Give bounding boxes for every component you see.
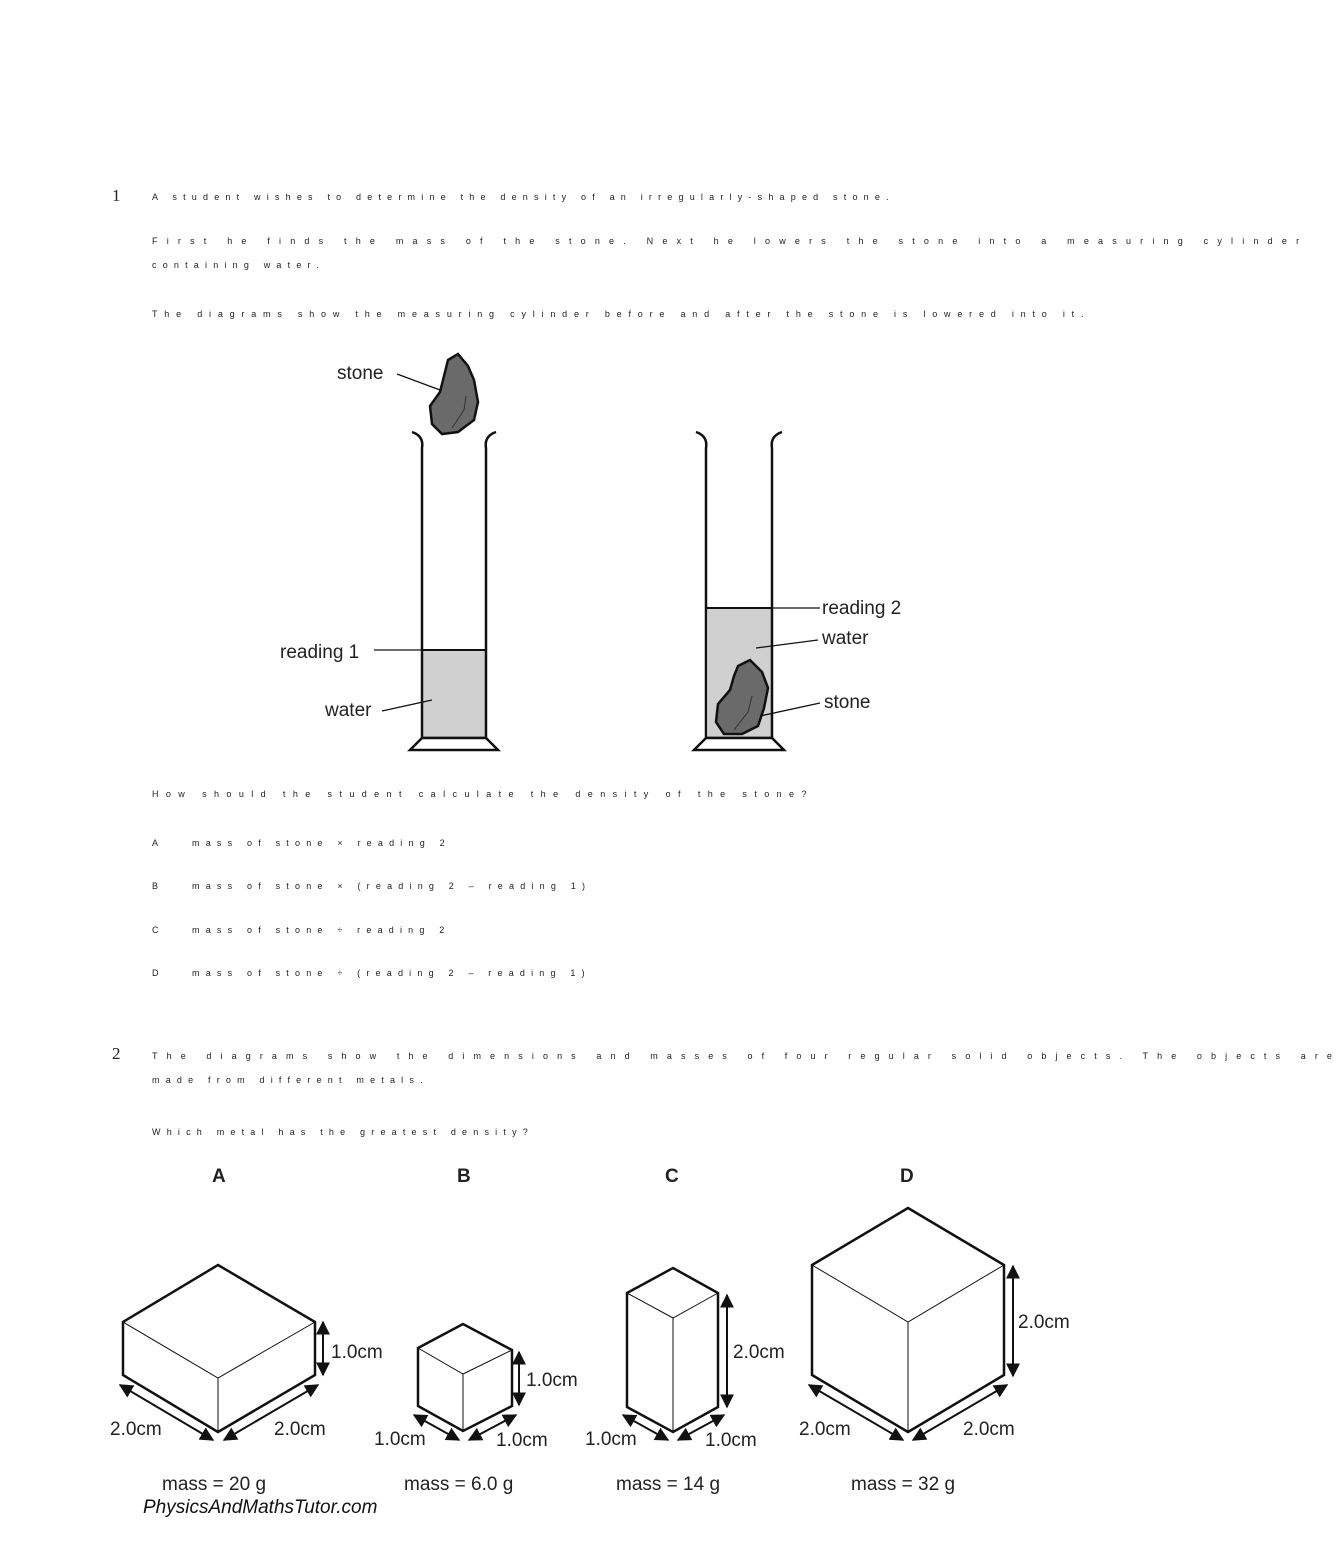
b-mass: mass = 6.0 g — [404, 1474, 514, 1495]
question-1-number: 1 — [112, 186, 121, 205]
object-c-label: C — [665, 1166, 679, 1187]
label-stone-top: stone — [337, 363, 384, 384]
a-mass: mass = 20 g — [162, 1474, 267, 1495]
a-height: 1.0cm — [331, 1342, 383, 1363]
q2-intro-line1: The diagrams show the dimensions and masses of four regular solid objects. The objects are — [152, 1051, 1341, 1061]
option-b-letter: B — [152, 881, 159, 891]
a-left-width: 2.0cm — [110, 1419, 162, 1440]
q1-intro: A student wishes to determine the density of an irregularly-shaped stone. — [152, 192, 895, 202]
option-c-text: mass of stone ÷ reading 2 — [192, 925, 451, 935]
option-d-text: mass of stone ÷ (reading 2 – reading 1) — [192, 968, 591, 978]
option-c-letter: C — [152, 925, 159, 935]
label-reading-1: reading 1 — [280, 642, 360, 663]
object-d-label: D — [900, 1166, 914, 1187]
footer-site-name: PhysicsAndMathsTutor.com — [143, 1497, 378, 1518]
d-mass: mass = 32 g — [851, 1474, 956, 1495]
option-a-text: mass of stone × reading 2 — [192, 838, 451, 848]
d-height: 2.0cm — [1018, 1312, 1070, 1333]
block-a — [120, 1265, 323, 1440]
block-c — [623, 1268, 727, 1440]
object-b-label: B — [457, 1166, 471, 1187]
b-right-width: 1.0cm — [496, 1430, 548, 1451]
q1-para3: The diagrams show the measuring cylinder before and after the stone is lowered into it. — [152, 309, 1091, 319]
option-a-letter: A — [152, 838, 159, 848]
block-b — [414, 1324, 519, 1440]
q1-question: How should the student calculate the density of the stone? — [152, 789, 814, 799]
c-right-width: 1.0cm — [705, 1430, 757, 1451]
q1-para2-line1: First he finds the mass of the stone. Next he lowers the stone into a measuring cylinder — [152, 236, 1309, 246]
b-height: 1.0cm — [526, 1370, 578, 1391]
question-2-number: 2 — [112, 1044, 121, 1063]
label-reading-2: reading 2 — [822, 598, 902, 619]
c-mass: mass = 14 g — [616, 1474, 721, 1495]
q2-question: Which metal has the greatest density? — [152, 1127, 534, 1137]
c-left-width: 1.0cm — [585, 1429, 637, 1450]
b-left-width: 1.0cm — [374, 1429, 426, 1450]
label-water-right: water — [822, 628, 869, 649]
d-left-width: 2.0cm — [799, 1419, 851, 1440]
d-right-width: 2.0cm — [963, 1419, 1015, 1440]
label-stone-right: stone — [824, 692, 871, 713]
option-b-text: mass of stone × (reading 2 – reading 1) — [192, 881, 592, 891]
a-right-width: 2.0cm — [274, 1419, 326, 1440]
object-a-label: A — [212, 1166, 226, 1187]
q1-para2-line2: containing water. — [152, 260, 325, 270]
q2-intro-line2: made from different metals. — [152, 1075, 429, 1085]
option-d-letter: D — [152, 968, 159, 978]
c-height: 2.0cm — [733, 1342, 785, 1363]
label-water-left: water — [325, 700, 372, 721]
block-d — [809, 1208, 1013, 1440]
